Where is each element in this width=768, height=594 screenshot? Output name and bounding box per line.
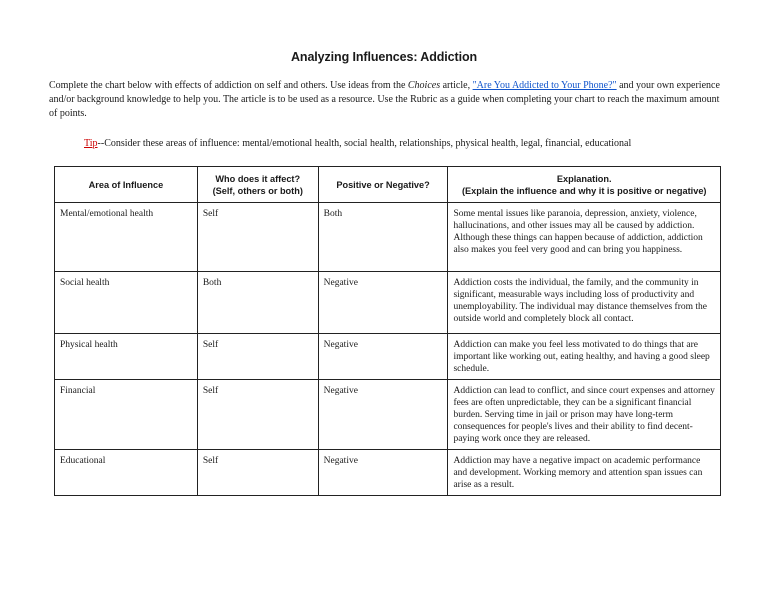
header-who: Who does it affect? (Self, others or both) xyxy=(197,167,318,203)
cell-posneg: Negative xyxy=(318,334,448,380)
intro-italic: Choices xyxy=(407,80,441,91)
cell-posneg: Both xyxy=(318,203,448,272)
cell-posneg: Negative xyxy=(318,450,448,496)
cell-area: Financial xyxy=(55,380,198,450)
header-area: Area of Influence xyxy=(55,167,198,203)
table-row xyxy=(55,334,721,380)
header-explanation: Explanation. (Explain the influence and why it is positive or negative) xyxy=(448,167,721,203)
intro-paragraph xyxy=(49,79,729,121)
cell-who: Both xyxy=(197,272,318,334)
cell-explanation: Addiction can lead to conflict, and since court expenses and attorney fees are often unpredictable, they can be a significant financial burden. Serving time in jail or prison may have long-term consequences for people's lives and their ability to find decent-paying work once they are released. xyxy=(448,380,721,450)
influence-chart xyxy=(54,166,721,496)
cell-explanation: Addiction may have a negative impact on academic performance and development. Working memory and attention span issues can arise as a result. xyxy=(448,450,721,496)
tip-label: Tip xyxy=(84,138,98,149)
table-header-row xyxy=(55,167,721,203)
cell-area: Mental/emotional health xyxy=(55,203,198,272)
cell-explanation: Addiction costs the individual, the family, and the community in significant, measurable ways including loss of productivity and unemployability. The individual may distance themselves from the outside world and completely block all contact. xyxy=(448,272,721,334)
table-row xyxy=(55,380,721,450)
intro-text-2: article, xyxy=(440,80,473,91)
cell-who: Self xyxy=(197,203,318,272)
cell-explanation: Some mental issues like paranoia, depression, anxiety, violence, hallucinations, and other issues may all be caused by addiction. Although these things can happen because of addiction, addiction also makes you feel very good and can bring you happiness. xyxy=(448,203,721,272)
tip-text: --Consider these areas of influence: mental/emotional health, social health, relationships, physical health, legal, financial, educational xyxy=(97,138,632,149)
intro-text-1: Complete the chart below with effects of addiction on self and others. Use ideas from the xyxy=(49,80,408,91)
cell-area: Social health xyxy=(55,272,198,334)
tip-line xyxy=(84,137,724,151)
page-title: Analyzing Influences: Addiction xyxy=(290,50,478,64)
table-row xyxy=(55,450,721,496)
cell-explanation: Addiction can make you feel less motivated to do things that are important like working out, eating healthy, and having a good sleep schedule. xyxy=(448,334,721,380)
table-row xyxy=(55,272,721,334)
cell-who: Self xyxy=(197,380,318,450)
table-row xyxy=(55,203,721,272)
cell-area: Educational xyxy=(55,450,198,496)
header-posneg: Positive or Negative? xyxy=(318,167,448,203)
cell-area: Physical health xyxy=(55,334,198,380)
cell-posneg: Negative xyxy=(318,272,448,334)
cell-posneg: Negative xyxy=(318,380,448,450)
article-link[interactable]: "Are You Addicted to Your Phone?" xyxy=(472,80,617,91)
intro-text-3: and your own experience and/or background knowledge to help you. The article is to be used as a resource. Use the Rubric as a guide when completing your chart to reach the maximum amount of points. xyxy=(49,80,720,119)
cell-who: Self xyxy=(197,450,318,496)
cell-who: Self xyxy=(197,334,318,380)
